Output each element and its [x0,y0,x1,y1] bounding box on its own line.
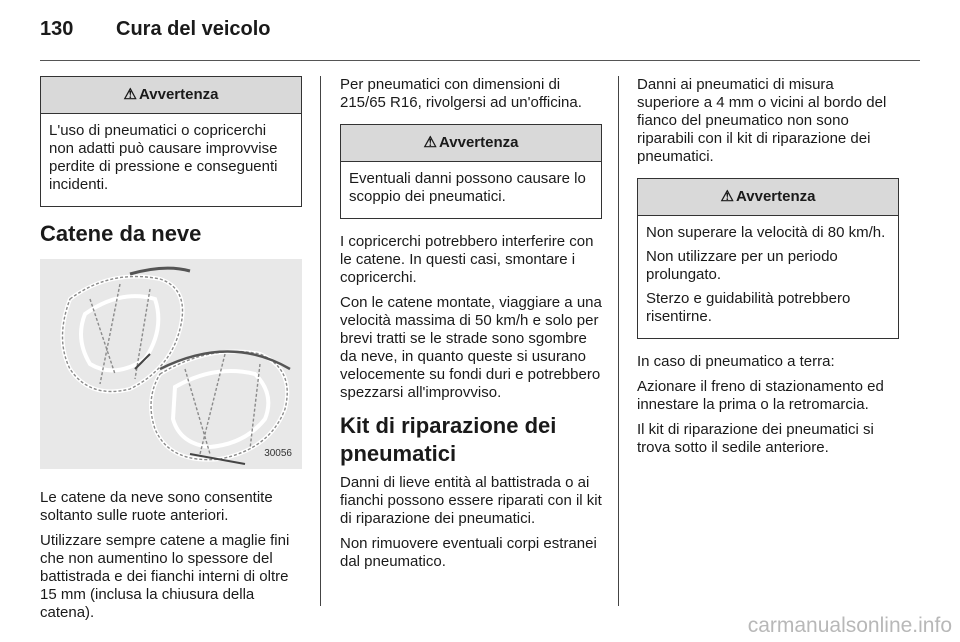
warning-title: Avvertenza [735,188,816,205]
warning-triangle-icon: ⚠ [123,86,137,103]
warning-title: Avvertenza [438,134,519,151]
warning-header [41,77,301,114]
paragraph: Non rimuovere eventuali corpi estranei dal pneumatico. [340,535,597,570]
column-separator [320,76,321,606]
warning-title: Avvertenza [138,86,219,103]
page-title: Cura del veicolo [116,18,271,40]
column-3 [637,76,899,464]
warning-text: Non utilizzare per un periodo prolungato. [646,248,838,283]
header-rule [40,60,920,61]
warning-box [40,76,302,207]
paragraph: Utilizzare sempre catene a maglie fini che non aumentino lo spessore del battistrada e dei fianchi interni di oltre 15 mm (inclusa la chiusura della catena). [40,532,290,621]
paragraph: Per pneumatici con dimensioni di 215/65 R16, rivolgersi ad un'officina. [340,76,582,111]
paragraph: I copricerchi potrebbero interferire con le catene. In questi casi, smontare i copricerchi. [340,233,594,286]
paragraph: Danni di lieve entità al battistrada o ai fianchi possono essere riparati con il kit di riparazione dei pneumatici. [340,474,602,527]
warning-body [41,114,301,206]
figure-code: 30056 [264,448,292,459]
paragraph: In caso di pneumatico a terra: [637,353,835,370]
snow-chains-illustration [40,259,302,469]
section-heading-snow-chains: Catene da neve [40,221,202,246]
column-2 [340,76,602,578]
paragraph: Danni ai pneumatici di misura superiore a 4 mm o vicini al bordo del fianco del pneumatico non sono riparabili con il kit di riparazione dei pneumatici. [637,76,887,165]
warning-text: L'uso di pneumatici o copricerchi non adatti può causare improvvise perdite di pressione e conseguenti incidenti. [49,122,278,193]
warning-body [638,216,898,338]
warning-body [341,162,601,218]
paragraph: Le catene da neve sono consentite soltanto sulle ruote anteriori. [40,489,273,524]
column-1 [40,76,302,629]
page-number: 130 [40,18,74,40]
watermark: carmanualsonline.info [747,614,952,637]
warning-header [341,125,601,162]
warning-text: Eventuali danni possono causare lo scoppio dei pneumatici. [349,170,586,205]
snow-chains-drawing [40,259,302,469]
paragraph: Azionare il freno di stazionamento ed innestare la prima o la retromarcia. [637,378,884,413]
warning-box [340,124,602,219]
paragraph: Il kit di riparazione dei pneumatici si trova sotto il sedile anteriore. [637,421,874,456]
warning-triangle-icon: ⚠ [720,188,734,205]
warning-header [638,179,898,216]
column-separator [618,76,619,606]
paragraph: Con le catene montate, viaggiare a una velocità massima di 50 km/h e solo per brevi tratti se le strade sono sgombre da neve, in quanto queste si usurano velocemente su fondi duri e potrebbero spezzarsi all'improvviso. [340,294,602,401]
section-heading-repair-kit: Kit di riparazione dei pneumatici [340,413,557,466]
warning-triangle-icon: ⚠ [423,134,437,151]
warning-text: Non superare la velocità di 80 km/h. [646,224,886,241]
warning-box [637,178,899,339]
warning-text: Sterzo e guidabilità potrebbero risentirne. [646,290,851,325]
